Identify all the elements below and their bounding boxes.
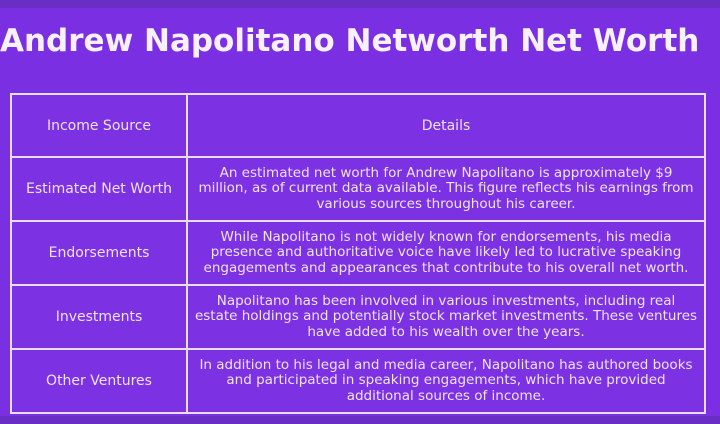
income-source-label: Other Ventures [11,349,187,413]
income-source-label: Endorsements [11,221,187,285]
income-source-details: In addition to his legal and media career, Napolitano has authored books and participated in speaking engagements, which have provided additional sources of income. [187,349,705,413]
column-header-income-source: Income Source [11,94,187,157]
income-source-details: Napolitano has been involved in various investments, including real estate holdings and potentially stock market investments. These ventures have added to his wealth over the years. [187,285,705,349]
table-row-other-ventures [11,349,705,413]
column-header-details: Details [187,94,705,157]
income-details-table [10,93,706,414]
income-source-label: Estimated Net Worth [11,157,187,221]
table-row-estimated-net-worth [11,157,705,221]
top-strip [0,0,720,8]
income-source-details: While Napolitano is not widely known for endorsements, his media presence and authoritative voice have likely led to lucrative speaking engagements and appearances that contribute to his overall net worth. [187,221,705,285]
bottom-strip [0,416,720,424]
table-header-row [11,94,705,157]
table-row-investments [11,285,705,349]
table-row-endorsements [11,221,705,285]
income-source-label: Investments [11,285,187,349]
income-source-details: An estimated net worth for Andrew Napolitano is approximately $9 million, as of current data available. This figure reflects his earnings from various sources throughout his career. [187,157,705,221]
page-title: Andrew Napolitano Networth Net Worth [0,23,700,59]
